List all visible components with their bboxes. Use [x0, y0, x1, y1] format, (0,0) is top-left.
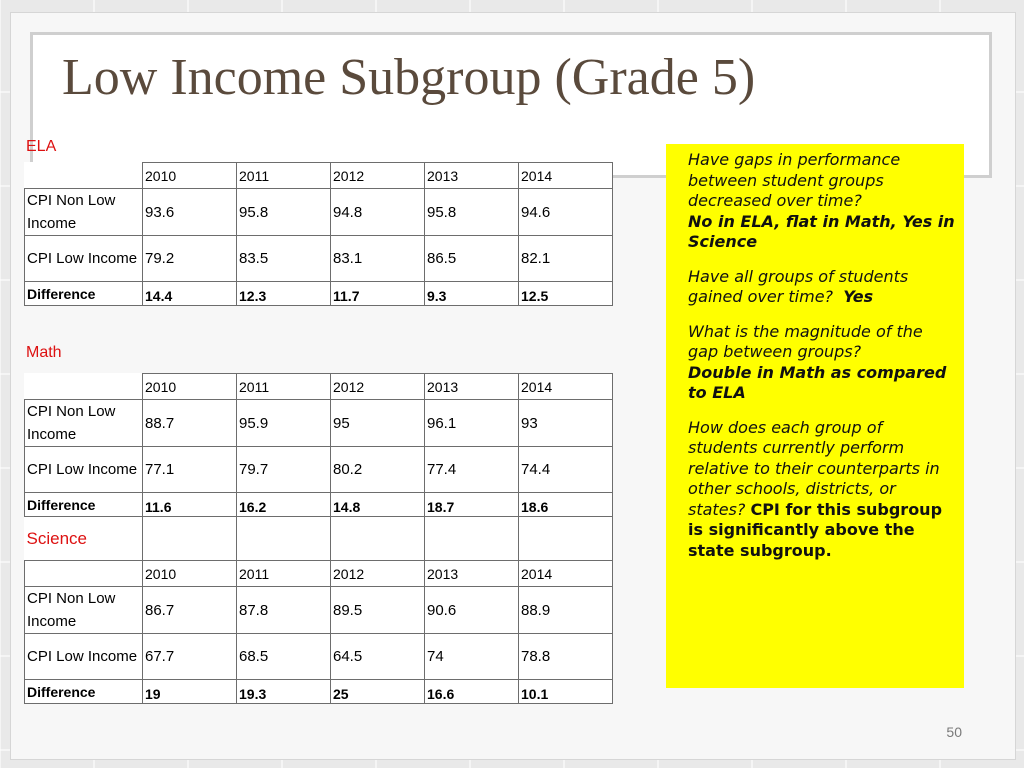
- row-label: CPI Low Income: [25, 236, 143, 282]
- cell: 18.7: [425, 493, 519, 517]
- row-label: Difference: [25, 680, 143, 704]
- row-label: CPI Non Low Income: [25, 189, 143, 236]
- note-4-answer: CPI for this subgroup is significantly above the state subgroup.: [688, 499, 943, 560]
- ela-year-2010: 2010: [143, 163, 237, 189]
- science-row-non-low-income: [25, 587, 613, 634]
- cell: 79.2: [143, 236, 237, 282]
- note-1-answer: No in ELA, flat in Math, Yes in Science: [688, 211, 955, 251]
- cell: 83.5: [237, 236, 331, 282]
- row-label: CPI Non Low Income: [25, 587, 143, 634]
- cell: 14.4: [143, 282, 237, 306]
- cell: 90.6: [425, 587, 519, 634]
- cell: 25: [331, 680, 425, 704]
- math-table: [24, 373, 613, 704]
- note-2: [688, 267, 956, 308]
- science-year-2012: 2012: [331, 561, 425, 587]
- row-label: CPI Low Income: [25, 634, 143, 680]
- cell: 64.5: [331, 634, 425, 680]
- cell: 12.3: [237, 282, 331, 306]
- math-section-label: Math: [26, 344, 62, 361]
- cell: 83.1: [331, 236, 425, 282]
- math-row-non-low-income: [25, 400, 613, 447]
- cell: 94.8: [331, 189, 425, 236]
- cell: 10.1: [519, 680, 613, 704]
- cell: 12.5: [519, 282, 613, 306]
- ela-row-difference: [25, 282, 613, 306]
- cell: [425, 517, 519, 561]
- ela-row-low-income: [25, 236, 613, 282]
- cell: 16.6: [425, 680, 519, 704]
- notes-box: [666, 144, 964, 688]
- cell: 95.8: [237, 189, 331, 236]
- math-corner-cell: [25, 374, 143, 400]
- math-year-2012: 2012: [331, 374, 425, 400]
- cell: 93: [519, 400, 613, 447]
- cell: 78.8: [519, 634, 613, 680]
- cell: 86.7: [143, 587, 237, 634]
- cell: 77.4: [425, 447, 519, 493]
- note-1: [688, 150, 956, 253]
- ela-year-2013: 2013: [425, 163, 519, 189]
- row-label: CPI Non Low Income: [25, 400, 143, 447]
- page-number: 50: [946, 724, 962, 740]
- cell: [331, 517, 425, 561]
- cell: 18.6: [519, 493, 613, 517]
- cell: 9.3: [425, 282, 519, 306]
- cell: 77.1: [143, 447, 237, 493]
- ela-year-2014: 2014: [519, 163, 613, 189]
- row-label: Difference: [25, 282, 143, 306]
- cell: 80.2: [331, 447, 425, 493]
- math-year-2013: 2013: [425, 374, 519, 400]
- cell: [143, 517, 237, 561]
- cell: 82.1: [519, 236, 613, 282]
- science-row-low-income: [25, 634, 613, 680]
- cell: 11.6: [143, 493, 237, 517]
- science-title-row: [25, 517, 613, 561]
- note-4-question: How does each group of students currently perform relative to their counterparts in other schools, districts, or states?: [688, 417, 940, 519]
- cell: 86.5: [425, 236, 519, 282]
- cell: 95.8: [425, 189, 519, 236]
- cell: [237, 517, 331, 561]
- ela-section-label: ELA: [26, 138, 57, 155]
- math-row-low-income: [25, 447, 613, 493]
- note-1-question: Have gaps in performance between student groups decreased over time?: [688, 150, 901, 210]
- cell: 93.6: [143, 189, 237, 236]
- cell: 74.4: [519, 447, 613, 493]
- cell: 88.7: [143, 400, 237, 447]
- science-corner-cell: [25, 561, 143, 587]
- cell: 19: [143, 680, 237, 704]
- ela-row-non-low-income: [25, 189, 613, 236]
- cell: 68.5: [237, 634, 331, 680]
- note-3-answer: Double in Math as compared to ELA: [688, 362, 947, 402]
- ela-corner-cell: [25, 163, 143, 189]
- science-year-2011: 2011: [237, 561, 331, 587]
- math-row-difference: [25, 493, 613, 517]
- ela-year-2011: 2011: [237, 163, 331, 189]
- cell: 89.5: [331, 587, 425, 634]
- note-2-answer: Yes: [843, 287, 874, 306]
- cell: 16.2: [237, 493, 331, 517]
- row-label: Difference: [25, 493, 143, 517]
- cell: 94.6: [519, 189, 613, 236]
- cell: 79.7: [237, 447, 331, 493]
- science-year-2010: 2010: [143, 561, 237, 587]
- ela-table: [24, 162, 613, 306]
- math-header-row: [25, 374, 613, 400]
- cell: 11.7: [331, 282, 425, 306]
- cell: 96.1: [425, 400, 519, 447]
- science-section-label: Science: [25, 517, 143, 561]
- note-2-question: Have all groups of students gained over time?: [688, 266, 909, 306]
- cell: 88.9: [519, 587, 613, 634]
- cell: 74: [425, 634, 519, 680]
- science-row-difference: [25, 680, 613, 704]
- row-label: CPI Low Income: [25, 447, 143, 493]
- math-year-2010: 2010: [143, 374, 237, 400]
- ela-header-row: [25, 163, 613, 189]
- cell: 67.7: [143, 634, 237, 680]
- science-header-row: [25, 561, 613, 587]
- cell: [519, 517, 613, 561]
- slide-title: Low Income Subgroup (Grade 5): [62, 49, 756, 106]
- science-year-2013: 2013: [425, 561, 519, 587]
- cell: 95.9: [237, 400, 331, 447]
- cell: 95: [331, 400, 425, 447]
- math-year-2014: 2014: [519, 374, 613, 400]
- ela-year-2012: 2012: [331, 163, 425, 189]
- cell: 14.8: [331, 493, 425, 517]
- note-3: [688, 322, 956, 404]
- note-4: [688, 418, 956, 562]
- cell: 87.8: [237, 587, 331, 634]
- cell: 19.3: [237, 680, 331, 704]
- science-year-2014: 2014: [519, 561, 613, 587]
- note-3-question: What is the magnitude of the gap between groups?: [688, 321, 923, 361]
- math-year-2011: 2011: [237, 374, 331, 400]
